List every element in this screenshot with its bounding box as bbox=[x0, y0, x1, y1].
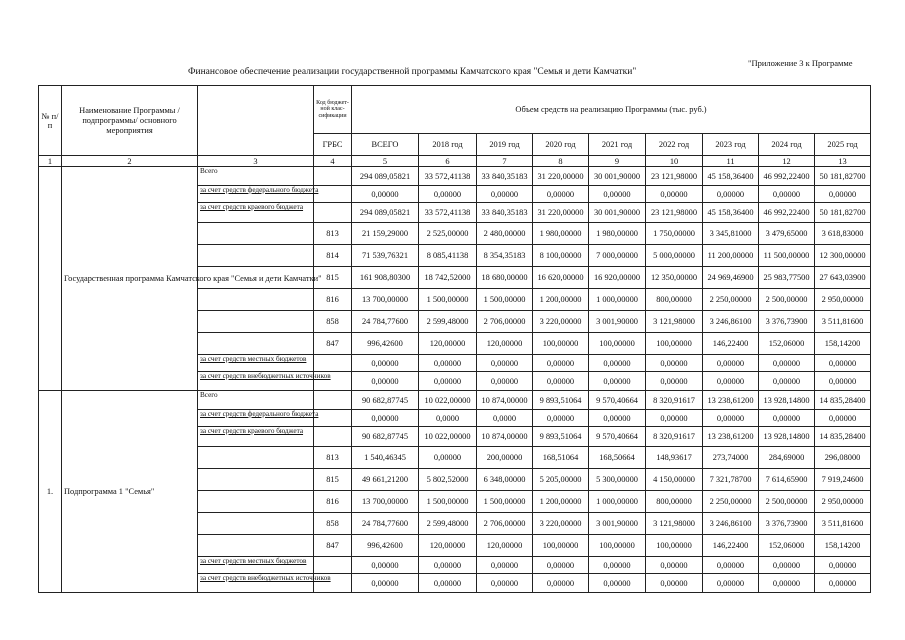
year-value: 2 480,00000 bbox=[477, 223, 533, 245]
grbs-code: 858 bbox=[314, 513, 352, 535]
year-value: 18 680,00000 bbox=[477, 267, 533, 289]
grbs-code: 816 bbox=[314, 491, 352, 513]
year-value: 5 300,00000 bbox=[589, 469, 646, 491]
year-value: 2 250,00000 bbox=[703, 491, 759, 513]
year-value: 2 500,00000 bbox=[759, 491, 815, 513]
year-value: 13 238,61200 bbox=[703, 391, 759, 410]
col-number: 12 bbox=[759, 156, 815, 167]
total-value: 71 539,76321 bbox=[352, 245, 419, 267]
col-number: 7 bbox=[477, 156, 533, 167]
code-group-label: Код бюджет-ной клас-сификации bbox=[316, 99, 349, 119]
year-value: 7 919,24600 bbox=[815, 469, 871, 491]
year-value: 9 570,40664 bbox=[589, 391, 646, 410]
col-number: 2 bbox=[62, 156, 198, 167]
year-value: 100,00000 bbox=[533, 333, 589, 355]
funding-source bbox=[198, 245, 314, 267]
year-value: 0,00000 bbox=[533, 355, 589, 372]
year-value: 0,00000 bbox=[815, 557, 871, 574]
year-value: 24 969,46900 bbox=[703, 267, 759, 289]
year-value: 0,00000 bbox=[419, 574, 477, 593]
year-value: 0,00000 bbox=[589, 410, 646, 427]
year-value: 46 992,22400 bbox=[759, 203, 815, 223]
year-value: 0,00000 bbox=[646, 372, 703, 391]
funding-source bbox=[198, 333, 314, 355]
year-value: 25 983,77500 bbox=[759, 267, 815, 289]
year-value: 0,00000 bbox=[703, 186, 759, 203]
col-header-year: 2024 год bbox=[759, 134, 815, 156]
year-value: 8 320,91617 bbox=[646, 427, 703, 447]
year-value: 14 835,28400 bbox=[815, 427, 871, 447]
row-number bbox=[39, 167, 62, 391]
year-value: 1 750,00000 bbox=[646, 223, 703, 245]
year-value: 158,14200 bbox=[815, 535, 871, 557]
grbs-code bbox=[314, 186, 352, 203]
year-value: 0,00000 bbox=[646, 410, 703, 427]
year-value: 0,0000 bbox=[419, 410, 477, 427]
grbs-code bbox=[314, 391, 352, 410]
year-value: 0,00000 bbox=[759, 410, 815, 427]
total-value: 21 159,29000 bbox=[352, 223, 419, 245]
year-value: 45 158,36400 bbox=[703, 203, 759, 223]
total-value: 294 089,05821 bbox=[352, 203, 419, 223]
year-value: 3 121,98000 bbox=[646, 513, 703, 535]
total-value: 13 700,00000 bbox=[352, 289, 419, 311]
funding-source: за счет средств внебюджетных источников bbox=[198, 574, 314, 593]
year-value: 3 121,98000 bbox=[646, 311, 703, 333]
year-value: 23 121,98000 bbox=[646, 167, 703, 186]
year-value: 1 500,00000 bbox=[477, 491, 533, 513]
year-value: 0,00000 bbox=[759, 355, 815, 372]
year-value: 3 220,00000 bbox=[533, 311, 589, 333]
year-value: 30 001,90000 bbox=[589, 203, 646, 223]
total-value: 996,42600 bbox=[352, 535, 419, 557]
year-value: 33 572,41138 bbox=[419, 203, 477, 223]
year-value: 8 100,00000 bbox=[533, 245, 589, 267]
col-number: 10 bbox=[646, 156, 703, 167]
year-value: 0,00000 bbox=[589, 355, 646, 372]
funding-source bbox=[198, 223, 314, 245]
year-value: 31 220,00000 bbox=[533, 203, 589, 223]
year-value: 3 246,86100 bbox=[703, 311, 759, 333]
year-value: 3 376,73900 bbox=[759, 513, 815, 535]
grbs-code: 847 bbox=[314, 535, 352, 557]
year-value: 2 599,48000 bbox=[419, 513, 477, 535]
year-value: 0,00000 bbox=[419, 447, 477, 469]
total-value: 24 784,77600 bbox=[352, 311, 419, 333]
year-value: 100,00000 bbox=[533, 535, 589, 557]
year-value: 3 246,86100 bbox=[703, 513, 759, 535]
year-value: 46 992,22400 bbox=[759, 167, 815, 186]
year-value: 50 181,82700 bbox=[815, 167, 871, 186]
year-value: 18 742,52000 bbox=[419, 267, 477, 289]
total-value: 13 700,00000 bbox=[352, 491, 419, 513]
total-value: 0,00000 bbox=[352, 372, 419, 391]
year-value: 0,00000 bbox=[703, 410, 759, 427]
col-number: 8 bbox=[533, 156, 589, 167]
grbs-code: 815 bbox=[314, 469, 352, 491]
year-value: 800,00000 bbox=[646, 289, 703, 311]
funding-source: за счет средств краевого бюджета bbox=[198, 203, 314, 223]
year-value: 9 570,40664 bbox=[589, 427, 646, 447]
year-value: 1 200,00000 bbox=[533, 289, 589, 311]
year-value: 0,00000 bbox=[589, 372, 646, 391]
year-value: 120,00000 bbox=[419, 333, 477, 355]
grbs-code bbox=[314, 557, 352, 574]
funding-source: Всего bbox=[198, 391, 314, 410]
year-value: 5 205,00000 bbox=[533, 469, 589, 491]
year-value: 168,51064 bbox=[533, 447, 589, 469]
year-value: 0,00000 bbox=[646, 574, 703, 593]
column-number-row bbox=[39, 156, 871, 167]
col-header-year: 2022 год bbox=[646, 134, 703, 156]
year-value: 3 220,00000 bbox=[533, 513, 589, 535]
year-value: 0,00000 bbox=[419, 186, 477, 203]
year-value: 120,00000 bbox=[419, 535, 477, 557]
year-value: 3 479,65000 bbox=[759, 223, 815, 245]
col-header-num: № п/п bbox=[39, 86, 62, 156]
year-value: 33 572,41138 bbox=[419, 167, 477, 186]
year-value: 16 920,00000 bbox=[589, 267, 646, 289]
year-value: 0,00000 bbox=[477, 186, 533, 203]
grbs-code bbox=[314, 167, 352, 186]
year-value: 120,00000 bbox=[477, 535, 533, 557]
year-value: 0,00000 bbox=[533, 186, 589, 203]
year-value: 33 840,35183 bbox=[477, 167, 533, 186]
year-value: 0,00000 bbox=[419, 372, 477, 391]
funding-source bbox=[198, 535, 314, 557]
funding-source bbox=[198, 289, 314, 311]
year-value: 1 500,00000 bbox=[477, 289, 533, 311]
year-value: 13 238,61200 bbox=[703, 427, 759, 447]
year-value: 273,74000 bbox=[703, 447, 759, 469]
year-value: 3 618,83000 bbox=[815, 223, 871, 245]
document-title: Финансовое обеспечение реализации государственной программы Камчатского края "Семья и дети Камчатки" bbox=[188, 67, 637, 77]
year-value: 11 500,00000 bbox=[759, 245, 815, 267]
year-value: 0,00000 bbox=[477, 355, 533, 372]
year-value: 0,00000 bbox=[533, 557, 589, 574]
funding-source: за счет средств федерального бюджета bbox=[198, 186, 314, 203]
total-value: 996,42600 bbox=[352, 333, 419, 355]
funding-source bbox=[198, 469, 314, 491]
year-value: 10 874,00000 bbox=[477, 391, 533, 410]
year-value: 7 000,00000 bbox=[589, 245, 646, 267]
program-name: Подпрограмма 1 "Семья" bbox=[62, 391, 198, 593]
table-row bbox=[39, 391, 871, 410]
program-name: Государственная программа Камчатского края "Семья и дети Камчатки" bbox=[62, 167, 198, 391]
financing-table bbox=[38, 85, 871, 593]
funding-source: за счет средств федерального бюджета bbox=[198, 410, 314, 427]
year-value: 100,00000 bbox=[646, 535, 703, 557]
year-value: 10 022,00000 bbox=[419, 427, 477, 447]
total-value: 294 089,05821 bbox=[352, 167, 419, 186]
total-value: 0,00000 bbox=[352, 574, 419, 593]
total-value: 24 784,77600 bbox=[352, 513, 419, 535]
year-value: 152,06000 bbox=[759, 535, 815, 557]
year-value: 31 220,00000 bbox=[533, 167, 589, 186]
funding-source: за счет средств местных бюджетов bbox=[198, 557, 314, 574]
year-value: 2 950,00000 bbox=[815, 491, 871, 513]
table-row bbox=[39, 167, 871, 186]
header-row bbox=[39, 86, 871, 134]
year-value: 1 200,00000 bbox=[533, 491, 589, 513]
appendix-note: "Приложение 3 к Программе bbox=[748, 58, 853, 68]
year-value: 168,50664 bbox=[589, 447, 646, 469]
year-value: 100,00000 bbox=[646, 333, 703, 355]
total-value: 49 661,21200 bbox=[352, 469, 419, 491]
grbs-code: 814 bbox=[314, 245, 352, 267]
grbs-code: 816 bbox=[314, 289, 352, 311]
total-value: 161 908,80300 bbox=[352, 267, 419, 289]
funding-source: за счет средств внебюджетных источников bbox=[198, 372, 314, 391]
year-value: 0,00000 bbox=[646, 355, 703, 372]
year-value: 12 350,00000 bbox=[646, 267, 703, 289]
col-header-year: 2025 год bbox=[815, 134, 871, 156]
year-value: 2 525,00000 bbox=[419, 223, 477, 245]
year-value: 2 706,00000 bbox=[477, 513, 533, 535]
year-value: 2 599,48000 bbox=[419, 311, 477, 333]
year-value: 0,00000 bbox=[703, 355, 759, 372]
year-value: 45 158,36400 bbox=[703, 167, 759, 186]
col-header-year: 2021 год bbox=[589, 134, 646, 156]
year-value: 3 511,81600 bbox=[815, 311, 871, 333]
year-value: 0,00000 bbox=[703, 574, 759, 593]
year-value: 2 706,00000 bbox=[477, 311, 533, 333]
total-value: 0,00000 bbox=[352, 557, 419, 574]
grbs-code bbox=[314, 410, 352, 427]
funding-source: Всего bbox=[198, 167, 314, 186]
year-value: 1 500,00000 bbox=[419, 491, 477, 513]
year-value: 0,00000 bbox=[815, 372, 871, 391]
year-value: 8 085,41138 bbox=[419, 245, 477, 267]
year-value: 9 893,51064 bbox=[533, 391, 589, 410]
col-number: 11 bbox=[703, 156, 759, 167]
col-header-source bbox=[198, 86, 314, 156]
year-value: 0,00000 bbox=[646, 557, 703, 574]
col-number: 1 bbox=[39, 156, 62, 167]
year-value: 3 345,81000 bbox=[703, 223, 759, 245]
total-value: 0,00000 bbox=[352, 410, 419, 427]
grbs-code bbox=[314, 427, 352, 447]
year-value: 0,00000 bbox=[815, 186, 871, 203]
year-value: 7 321,78700 bbox=[703, 469, 759, 491]
year-value: 30 001,90000 bbox=[589, 167, 646, 186]
year-value: 146,22400 bbox=[703, 535, 759, 557]
year-value: 0,00000 bbox=[759, 557, 815, 574]
year-value: 0,00000 bbox=[815, 355, 871, 372]
year-value: 100,00000 bbox=[589, 333, 646, 355]
grbs-code: 858 bbox=[314, 311, 352, 333]
year-value: 33 840,35183 bbox=[477, 203, 533, 223]
year-value: 0,00000 bbox=[703, 372, 759, 391]
year-value: 0,00000 bbox=[759, 372, 815, 391]
year-value: 2 950,00000 bbox=[815, 289, 871, 311]
year-value: 1 000,00000 bbox=[589, 491, 646, 513]
year-value: 5 802,52000 bbox=[419, 469, 477, 491]
year-value: 0,0000 bbox=[477, 410, 533, 427]
year-value: 2 500,00000 bbox=[759, 289, 815, 311]
total-value: 90 682,87745 bbox=[352, 427, 419, 447]
year-value: 296,08000 bbox=[815, 447, 871, 469]
year-value: 10 874,00000 bbox=[477, 427, 533, 447]
year-value: 148,93617 bbox=[646, 447, 703, 469]
row-number: 1. bbox=[39, 391, 62, 593]
col-number: 3 bbox=[198, 156, 314, 167]
grbs-code: 813 bbox=[314, 223, 352, 245]
year-value: 3 001,90000 bbox=[589, 513, 646, 535]
col-number: 9 bbox=[589, 156, 646, 167]
year-value: 4 150,00000 bbox=[646, 469, 703, 491]
funding-source: за счет средств краевого бюджета bbox=[198, 427, 314, 447]
total-value: 0,00000 bbox=[352, 186, 419, 203]
year-value: 0,00000 bbox=[419, 355, 477, 372]
year-value: 14 835,28400 bbox=[815, 391, 871, 410]
year-value: 5 000,00000 bbox=[646, 245, 703, 267]
year-value: 23 121,98000 bbox=[646, 203, 703, 223]
total-value: 0,00000 bbox=[352, 355, 419, 372]
year-value: 120,00000 bbox=[477, 333, 533, 355]
year-value: 0,00000 bbox=[419, 557, 477, 574]
year-value: 0,00000 bbox=[533, 410, 589, 427]
table-header bbox=[39, 86, 871, 167]
year-value: 0,00000 bbox=[759, 186, 815, 203]
year-value: 0,00000 bbox=[477, 557, 533, 574]
year-value: 8 320,91617 bbox=[646, 391, 703, 410]
year-value: 0,00000 bbox=[589, 557, 646, 574]
year-value: 152,06000 bbox=[759, 333, 815, 355]
year-value: 13 928,14800 bbox=[759, 427, 815, 447]
year-value: 13 928,14800 bbox=[759, 391, 815, 410]
total-value: 90 682,87745 bbox=[352, 391, 419, 410]
year-value: 146,22400 bbox=[703, 333, 759, 355]
year-value: 1 500,00000 bbox=[419, 289, 477, 311]
year-value: 0,00000 bbox=[703, 557, 759, 574]
grbs-code: 847 bbox=[314, 333, 352, 355]
year-value: 0,00000 bbox=[533, 372, 589, 391]
year-value: 7 614,65900 bbox=[759, 469, 815, 491]
year-value: 3 511,81600 bbox=[815, 513, 871, 535]
year-value: 100,00000 bbox=[589, 535, 646, 557]
grbs-code bbox=[314, 355, 352, 372]
col-header-name: Наименование Программы /подпрограммы/ основного мероприятия bbox=[62, 86, 198, 156]
grbs-code: 815 bbox=[314, 267, 352, 289]
year-value: 800,00000 bbox=[646, 491, 703, 513]
funding-source bbox=[198, 311, 314, 333]
year-value: 9 893,51064 bbox=[533, 427, 589, 447]
funding-source bbox=[198, 513, 314, 535]
col-header-total: ВСЕГО bbox=[352, 134, 419, 156]
year-value: 200,00000 bbox=[477, 447, 533, 469]
year-value: 0,00000 bbox=[589, 186, 646, 203]
year-value: 16 620,00000 bbox=[533, 267, 589, 289]
year-value: 158,14200 bbox=[815, 333, 871, 355]
col-header-year: 2018 год bbox=[419, 134, 477, 156]
year-value: 1 980,00000 bbox=[533, 223, 589, 245]
year-value: 3 001,90000 bbox=[589, 311, 646, 333]
total-value: 1 540,46345 bbox=[352, 447, 419, 469]
year-value: 1 000,00000 bbox=[589, 289, 646, 311]
grbs-code bbox=[314, 203, 352, 223]
year-value: 27 643,03900 bbox=[815, 267, 871, 289]
year-value: 284,69000 bbox=[759, 447, 815, 469]
col-number: 4 bbox=[314, 156, 352, 167]
year-value: 0,00000 bbox=[815, 410, 871, 427]
year-value: 0,00000 bbox=[477, 372, 533, 391]
year-value: 1 980,00000 bbox=[589, 223, 646, 245]
year-value: 8 354,35183 bbox=[477, 245, 533, 267]
year-value: 0,00000 bbox=[815, 574, 871, 593]
year-value: 0,00000 bbox=[477, 574, 533, 593]
year-value: 11 200,00000 bbox=[703, 245, 759, 267]
funding-source bbox=[198, 447, 314, 469]
year-value: 0,00000 bbox=[646, 186, 703, 203]
year-value: 50 181,82700 bbox=[815, 203, 871, 223]
col-number: 6 bbox=[419, 156, 477, 167]
year-value: 10 022,00000 bbox=[419, 391, 477, 410]
year-value: 0,00000 bbox=[589, 574, 646, 593]
col-header-code bbox=[314, 86, 352, 134]
year-value: 0,00000 bbox=[759, 574, 815, 593]
funding-source bbox=[198, 491, 314, 513]
year-value: 2 250,00000 bbox=[703, 289, 759, 311]
col-number: 13 bbox=[815, 156, 871, 167]
year-value: 12 300,00000 bbox=[815, 245, 871, 267]
grbs-code: 813 bbox=[314, 447, 352, 469]
col-number: 5 bbox=[352, 156, 419, 167]
year-value: 6 348,00000 bbox=[477, 469, 533, 491]
col-header-year: 2020 год bbox=[533, 134, 589, 156]
year-value: 3 376,73900 bbox=[759, 311, 815, 333]
year-value: 0,00000 bbox=[533, 574, 589, 593]
col-header-grbs: ГРБС bbox=[314, 134, 352, 156]
col-header-year: 2019 год bbox=[477, 134, 533, 156]
col-header-year: 2023 год bbox=[703, 134, 759, 156]
col-header-volume: Объем средств на реализацию Программы (тыс. руб.) bbox=[352, 86, 871, 134]
table-body bbox=[39, 167, 871, 593]
funding-source: за счет средств местных бюджетов bbox=[198, 355, 314, 372]
